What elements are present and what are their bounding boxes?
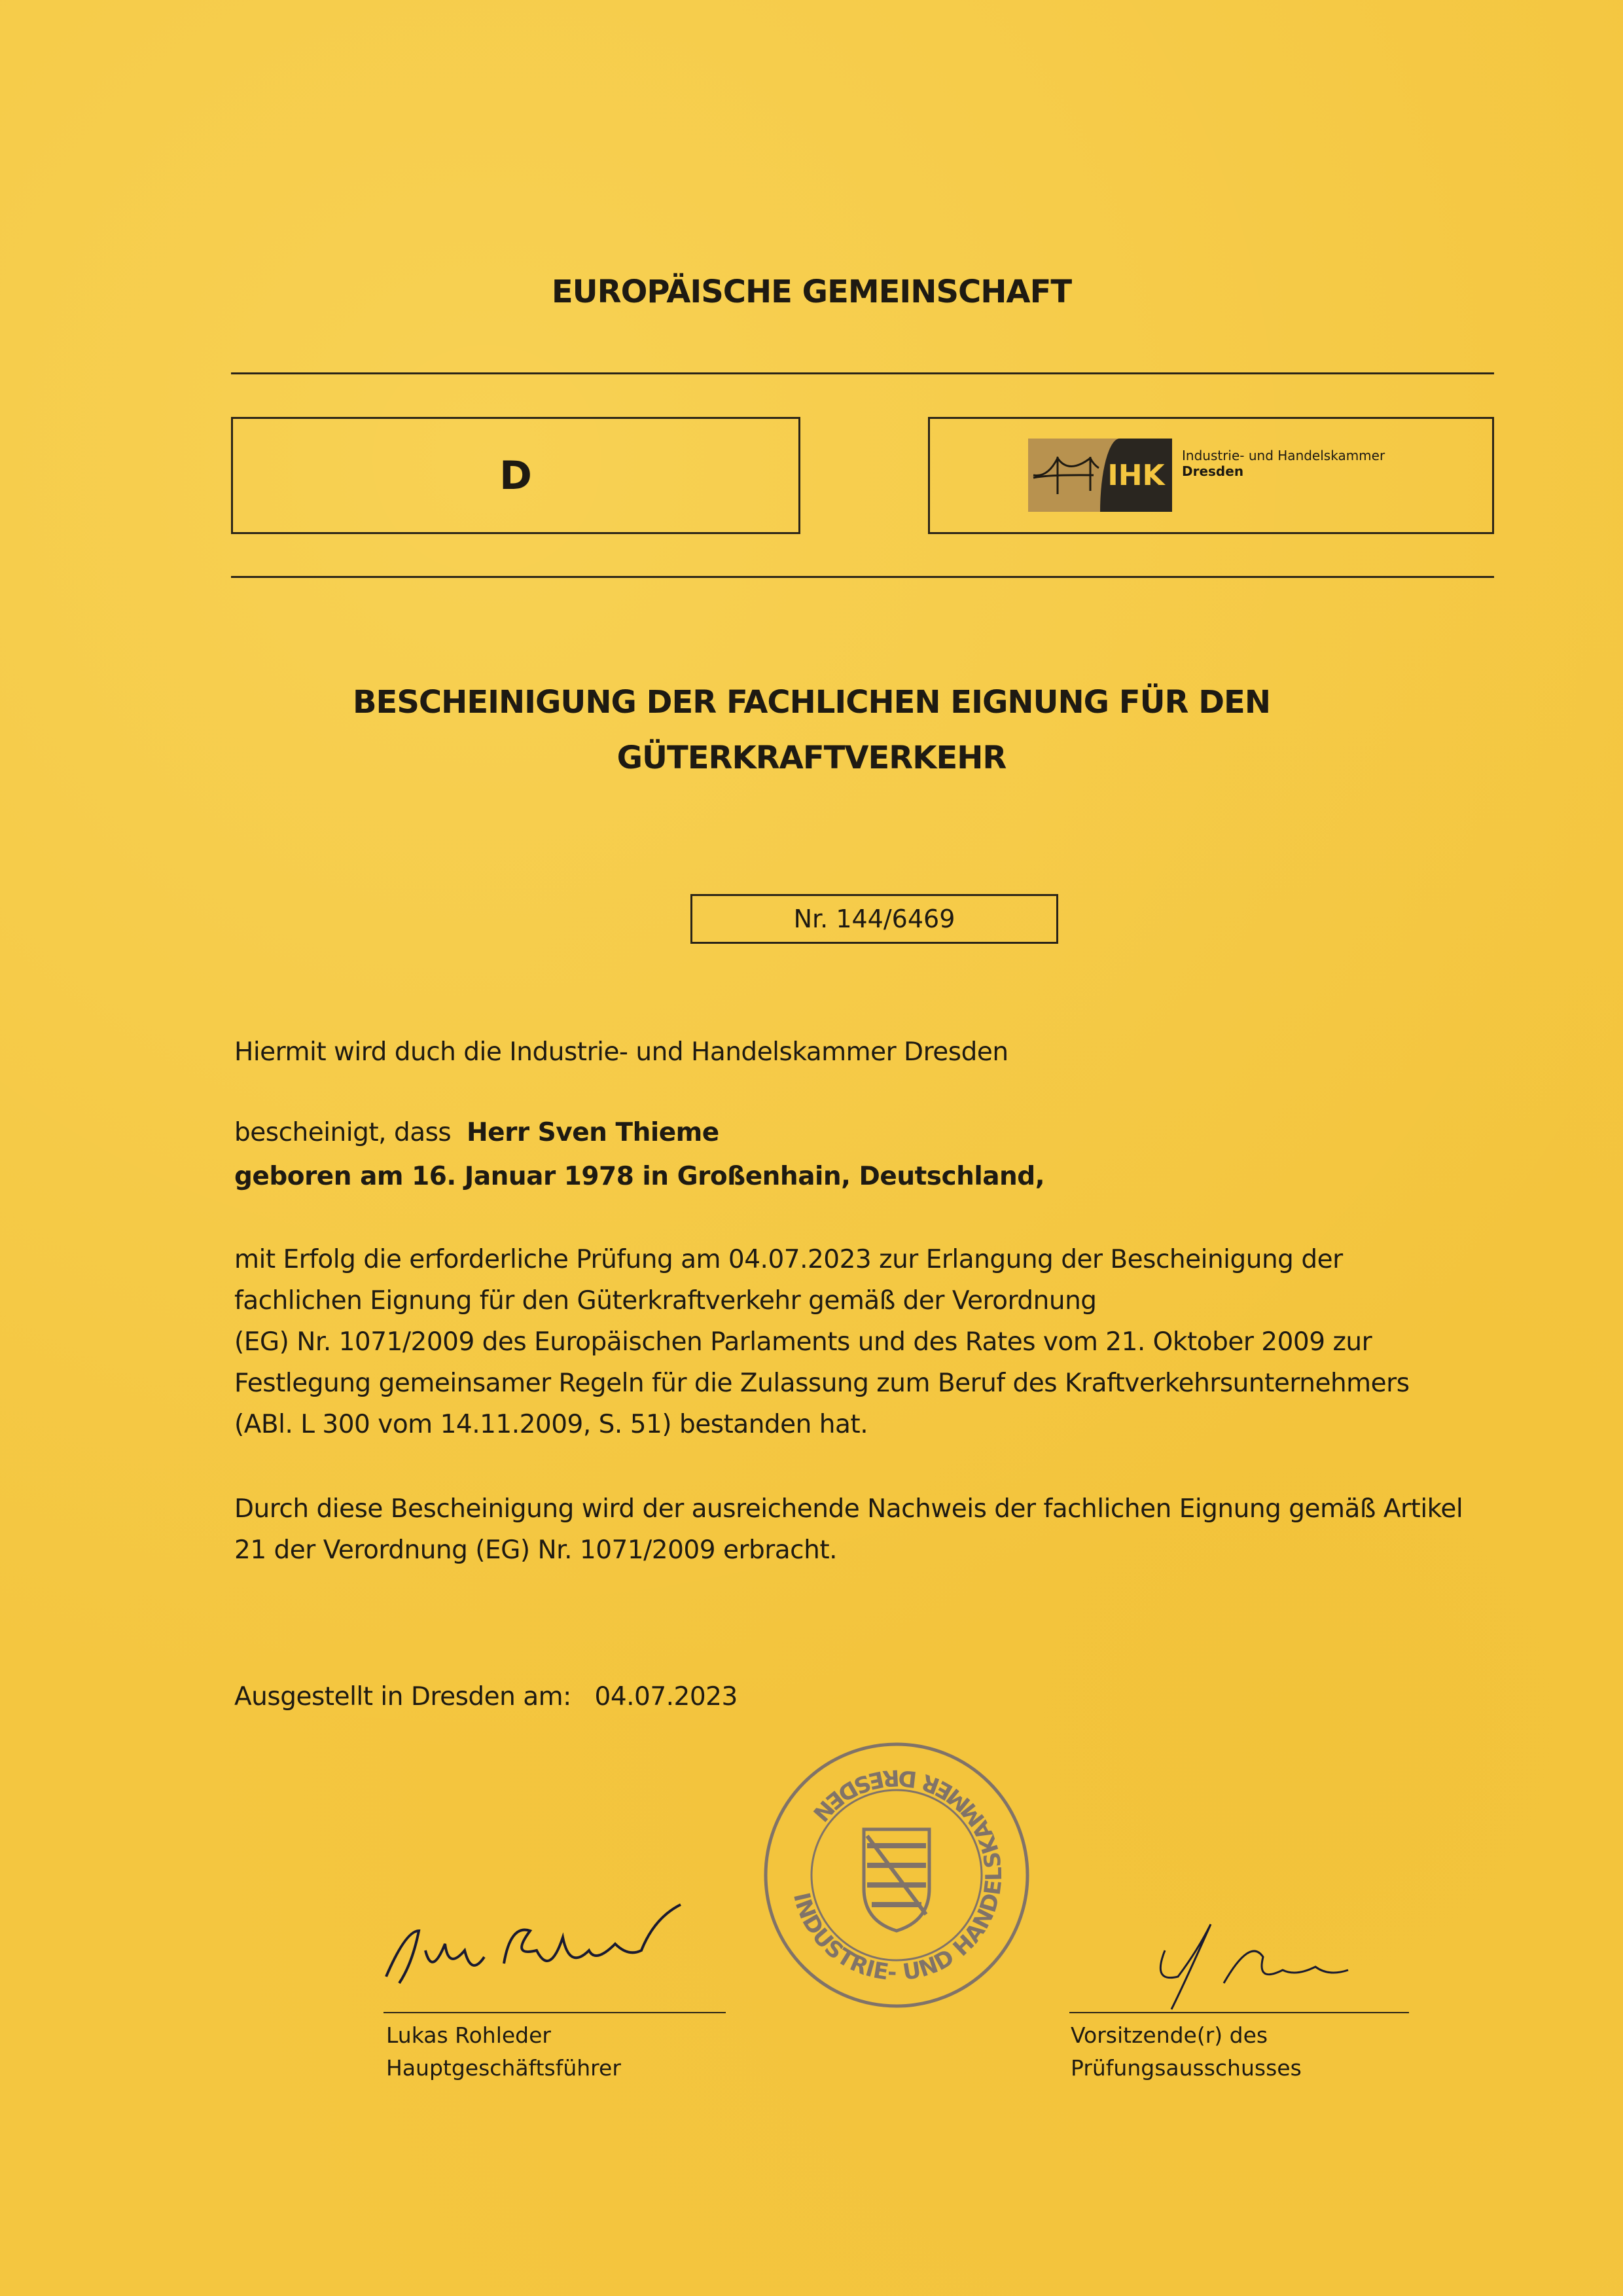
signature-right: [1126, 1911, 1400, 2016]
signature-line-left: [383, 2012, 726, 2013]
logo-line2: Dresden: [1182, 463, 1244, 479]
paragraph-1-line: Festlegung gemeinsamer Regeln für die Zulassung zum Beruf des Kraftverkehrsunternehmers: [234, 1369, 1410, 1398]
holder-name: Herr Sven Thieme: [467, 1118, 719, 1147]
issued-date: 04.07.2023: [594, 1682, 738, 1712]
seal-text: INDUSTRIE- UND HANDELSKAMMER DRESDEN: [787, 1764, 1008, 1986]
paragraph-1-line: fachlichen Eignung für den Güterkraftverkehr gemäß der Verordnung: [234, 1286, 1097, 1316]
paragraph-1-line: (ABl. L 300 vom 14.11.2009, S. 51) bestanden hat.: [234, 1410, 868, 1439]
certificate-number-box: [690, 894, 1058, 944]
logo-line1: Industrie- und Handelskammer: [1182, 448, 1385, 463]
divider-top: [231, 372, 1494, 374]
intro-text: Hiermit wird duch die Industrie- und Handelskammer Dresden: [234, 1037, 1008, 1067]
certificate-heading-1: BESCHEINIGUNG DER FACHLICHEN EIGNUNG FÜR DEN: [352, 684, 1271, 721]
signature-left: [380, 1892, 707, 1996]
certifies-prefix: bescheinigt, dass: [234, 1118, 452, 1147]
paragraph-1: [234, 1239, 1410, 1445]
country-box: [231, 417, 800, 534]
official-seal: [759, 1738, 1034, 2013]
paragraph-1-line: (EG) Nr. 1071/2009 des Europäischen Parlaments und des Rates vom 21. Oktober 2009 zur: [234, 1327, 1372, 1357]
signer-name: Lukas Rohleder: [386, 2022, 551, 2048]
issuer-logo-box: [928, 417, 1494, 534]
committee-role-1: Vorsitzende(r) des: [1071, 2022, 1268, 2048]
header-title: EUROPÄISCHE GEMEINSCHAFT: [551, 274, 1072, 310]
paragraph-2: [234, 1488, 1463, 1571]
bridge-icon: [1028, 439, 1100, 512]
committee-role-2: Prüfungsausschusses: [1071, 2055, 1302, 2081]
signer-role: Hauptgeschäftsführer: [386, 2055, 621, 2081]
country-code: D: [499, 452, 532, 499]
issued-label: Ausgestellt in Dresden am:: [234, 1682, 571, 1712]
birth-line: geboren am 16. Januar 1978 in Großenhain, Deutschland,: [234, 1162, 1045, 1191]
certificate-number: Nr. 144/6469: [793, 905, 955, 933]
paragraph-2-line: 21 der Verordnung (EG) Nr. 1071/2009 erbracht.: [234, 1535, 838, 1565]
signature-line-right: [1069, 2012, 1409, 2013]
ihk-abbr: IHK: [1100, 439, 1172, 512]
paragraph-2-line: Durch diese Bescheinigung wird der ausreichende Nachweis der fachlichen Eignung gemäß Artikel: [234, 1494, 1463, 1524]
paragraph-1-line: mit Erfolg die erforderliche Prüfung am 04.07.2023 zur Erlangung der Bescheinigung der: [234, 1245, 1343, 1274]
divider-bottom: [231, 576, 1494, 578]
certificate-heading-2: GÜTERKRAFTVERKEHR: [616, 740, 1007, 776]
ihk-logo: [1028, 439, 1172, 512]
